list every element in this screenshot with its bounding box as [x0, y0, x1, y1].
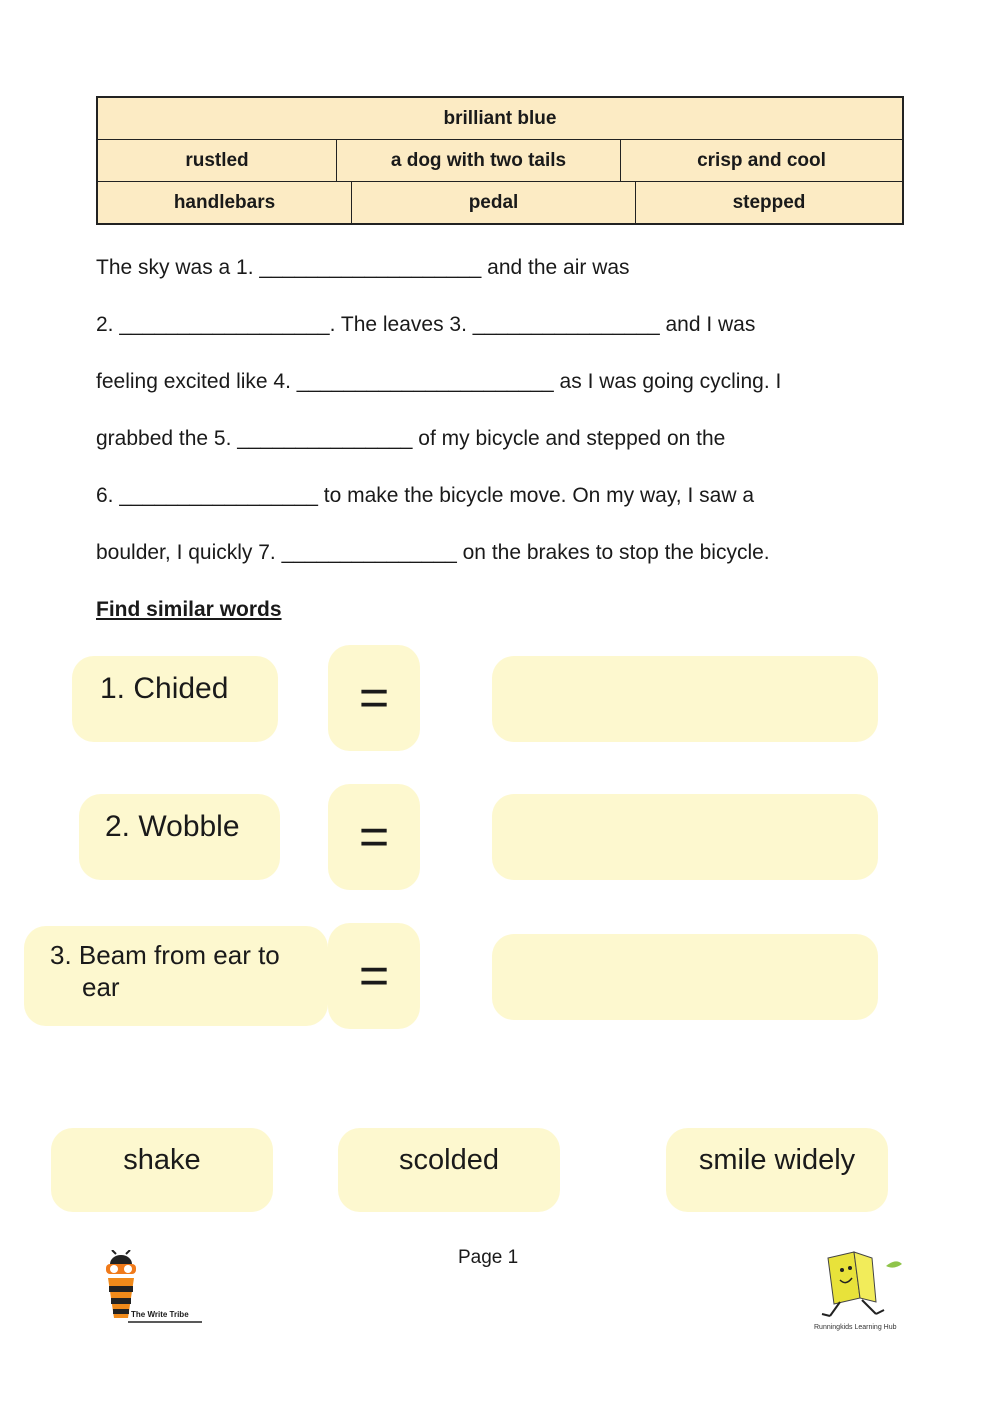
section-heading: Find similar words	[96, 598, 282, 621]
answer-box[interactable]	[492, 794, 878, 880]
runningkids-logo-text: Runningkids Learning Hub	[814, 1324, 897, 1331]
match-word-box	[79, 794, 280, 880]
choice-tile-smile-widely[interactable]: smile widely	[666, 1128, 888, 1212]
runningkids-logo	[810, 1244, 910, 1344]
write-tribe-logo	[98, 1250, 208, 1330]
word-bank-row	[98, 98, 902, 139]
match-word-box	[72, 656, 278, 742]
word-bank-cell: pedal	[351, 182, 635, 223]
word-bank-table	[96, 96, 904, 225]
word-bank-cell: rustled	[185, 149, 249, 171]
match-word: ear	[82, 972, 120, 1002]
page-number: Page 1	[458, 1247, 519, 1268]
word-bank-cell: brilliant blue	[443, 107, 557, 129]
word-bank-cell: stepped	[635, 182, 902, 223]
match-word-box	[24, 926, 328, 1026]
equals-sign: =	[328, 923, 420, 1029]
passage-line: boulder, I quickly 7. _______________ on the brakes to stop the bicycle.	[96, 541, 770, 564]
equals-sign: =	[328, 784, 420, 890]
word-bank-row	[98, 181, 902, 223]
write-tribe-logo-text: The Write Tribe	[131, 1310, 189, 1319]
equals-sign: =	[328, 645, 420, 751]
passage-line: 2. __________________. The leaves 3. ________________ and I was	[96, 313, 756, 336]
word-bank-cell: crisp and cool	[620, 140, 902, 181]
word-bank-cell: handlebars	[173, 191, 276, 213]
answer-box[interactable]	[492, 656, 878, 742]
word-bank-cell: a dog with two tails	[336, 140, 620, 181]
match-word: 2. Wobble	[105, 810, 240, 843]
match-word: 3. Beam from ear to	[50, 940, 280, 970]
passage-line: 6. _________________ to make the bicycle move. On my way, I saw a	[96, 484, 754, 507]
choice-tile-scolded[interactable]: scolded	[338, 1128, 560, 1212]
match-word: 1. Chided	[100, 672, 229, 705]
passage-line: The sky was a 1. ___________________ and the air was	[96, 256, 630, 279]
passage-line: feeling excited like 4. ______________________ as I was going cycling. I	[96, 370, 782, 393]
word-bank-row	[98, 139, 902, 181]
choice-tile-shake[interactable]: shake	[51, 1128, 273, 1212]
answer-box[interactable]	[492, 934, 878, 1020]
running-book-icon	[810, 1244, 910, 1324]
passage-line: grabbed the 5. _______________ of my bicycle and stepped on the	[96, 427, 726, 450]
